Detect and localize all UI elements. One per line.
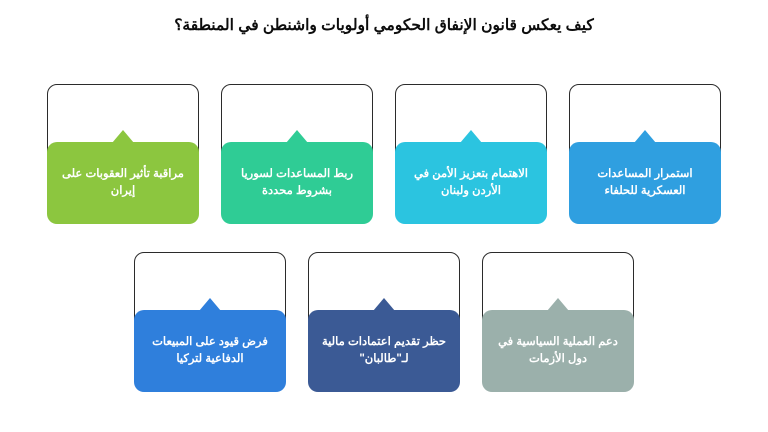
page-title: كيف يعكس قانون الإنفاق الحكومي أولويات واشنطن في المنطقة؟ — [174, 17, 594, 34]
card-item[interactable] — [395, 84, 547, 224]
card-item[interactable] — [482, 252, 634, 392]
card-item[interactable] — [308, 252, 460, 392]
card-row-top — [0, 84, 768, 224]
card-item[interactable] — [221, 84, 373, 224]
card-item[interactable] — [134, 252, 286, 392]
card-label: استمرار المساعدات العسكرية للحلفاء — [569, 142, 721, 224]
card-label: دعم العملية السياسية في دول الأزمات — [482, 310, 634, 392]
card-item[interactable] — [47, 84, 199, 224]
card-item[interactable] — [569, 84, 721, 224]
card-label: حظر تقديم اعتمادات مالية لـ"طالبان" — [308, 310, 460, 392]
card-label: ربط المساعدات لسوريا بشروط محددة — [221, 142, 373, 224]
card-label: فرض قيود على المبيعات الدفاعية لتركيا — [134, 310, 286, 392]
card-label: الاهتمام بتعزيز الأمن في الأردن ولبنان — [395, 142, 547, 224]
card-row-bottom — [0, 252, 768, 392]
card-label: مراقبة تأثير العقوبات على إيران — [47, 142, 199, 224]
